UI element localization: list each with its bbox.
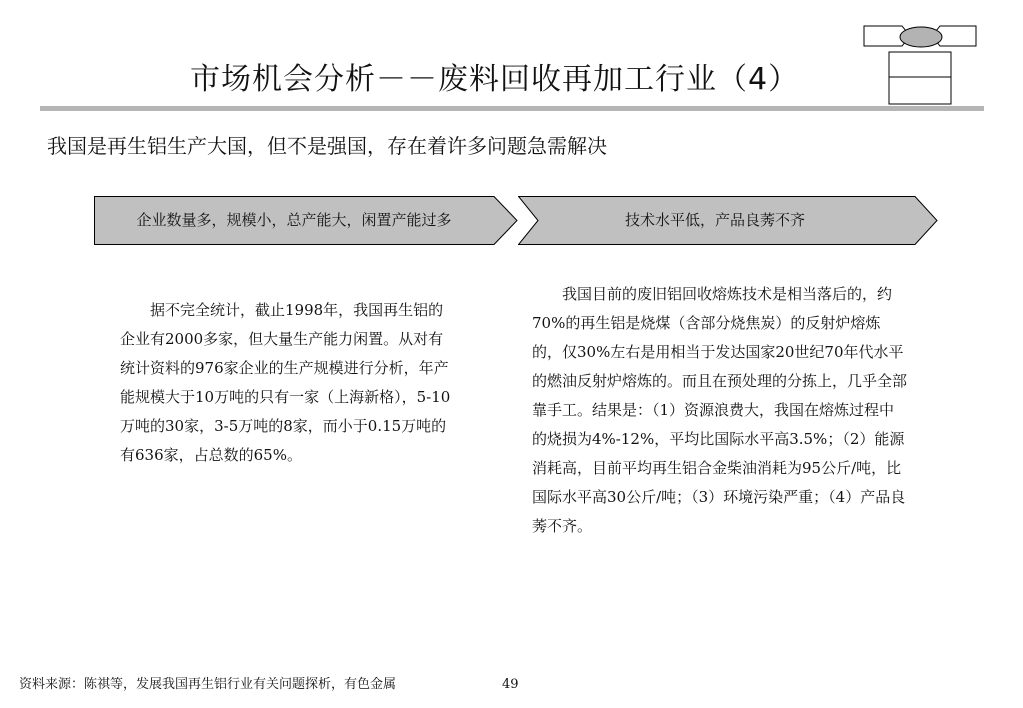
org-chart-icon: [862, 22, 982, 106]
technology-paragraph: [532, 280, 907, 541]
slide-subtitle: 我国是再生铝生产大国，但不是强国，存在着许多问题急需解决: [47, 134, 607, 158]
arrow-label-technology: 技术水平低，产品良莠不齐: [624, 211, 805, 229]
technology-paragraph-text: 我国目前的废旧铝回收熔炼技术是相当落后的，约70%的再生铝是烧煤（含部分烧焦炭）的反射炉熔炼的，仅30%左右是用相当于发达国家20世纪70年代水平的燃油反射炉熔炼的。而且在预处理的分拣上，几乎全部靠手工。结果是：（1）资源浪费大，我国在熔炼过程中的烧损为4%-12%，平均比国际水平高3.5%；（2）能源消耗高，目前平均再生铝合金柴油消耗为95公斤/吨，比国际水平高30公斤/吨；（3）环境污染严重；（4）产品良莠不齐。: [532, 285, 908, 535]
title-divider: [40, 106, 984, 111]
slide-title: 市场机会分析－－废料回收再加工行业（4）: [190, 62, 800, 97]
scale-paragraph: [120, 296, 455, 470]
page-number: 49: [502, 677, 519, 692]
scale-paragraph-text: 据不完全统计，截止1998年，我国再生铝的企业有2000多家，但大量生产能力闲置。从对有统计资料的976家企业的生产规模进行分析，年产能规模大于10万吨的只有一家（上海新格），5-10万吨的30家，3-5万吨的8家，而小于0.15万吨的有636家，占总数的65%。: [120, 301, 451, 464]
source-citation: 资料来源：陈祺等，发展我国再生铝行业有关问题探析，有色金属: [19, 677, 397, 692]
arrow-label-scale: 企业数量多，规模小，总产能大，闲置产能过多: [136, 211, 452, 229]
